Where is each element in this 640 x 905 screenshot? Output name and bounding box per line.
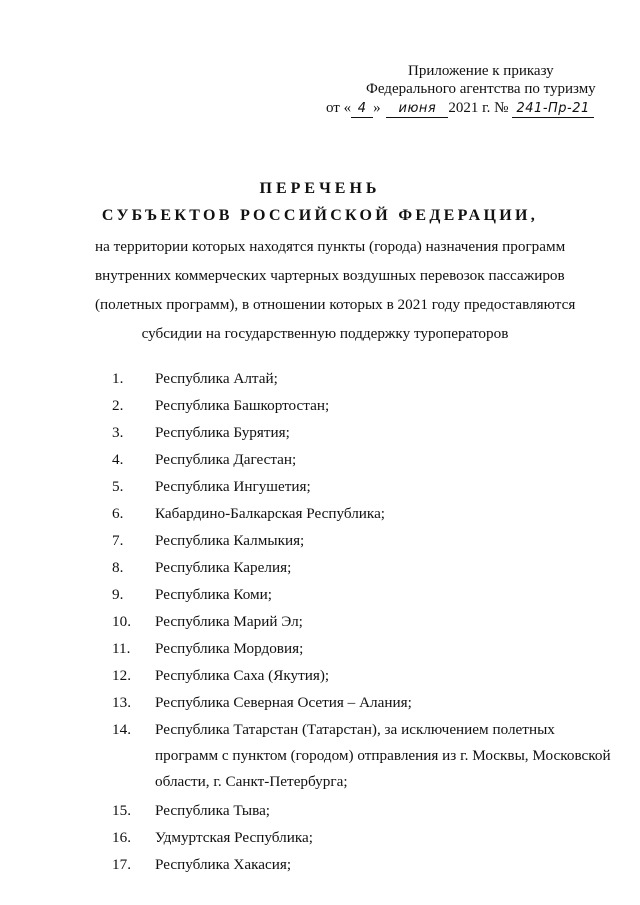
list-item-number: 10. (112, 613, 131, 630)
list-item-text: Удмуртская Республика; (155, 829, 313, 846)
appendix-line-1: Приложение к приказу (408, 63, 554, 79)
appendix-line-2: Федерального агентства по туризму (366, 81, 596, 97)
description-line: субсидии на государственную поддержку туроператоров (141, 325, 509, 342)
list-item-number: 5. (112, 478, 124, 495)
list-item-text: Республика Тыва; (155, 802, 271, 819)
list-item-number: 17. (112, 856, 131, 873)
appendix-date-line (326, 99, 594, 118)
list-item-text: Республика Бурятия; (155, 424, 290, 441)
list-item-text: Республика Хакасия; (155, 856, 292, 873)
list-item-number: 15. (112, 802, 131, 819)
list-item-text: Республика Марий Эл; (155, 613, 303, 630)
list-item-text: Республика Коми; (155, 586, 273, 603)
list-item-number: 12. (112, 667, 131, 684)
handwritten-order-number: 241-Пр-21 (512, 100, 594, 118)
document-title: ПЕРЕЧЕНЬ (259, 180, 381, 197)
list-item-number: 11. (112, 640, 131, 657)
description-line: внутренних коммерческих чартерных воздушных перевозок пассажиров (95, 267, 565, 284)
list-item-number: 1. (112, 370, 124, 387)
date-year: 2021 г. № (448, 100, 509, 116)
list-item-text: Республика Татарстан (Татарстан), за исключением полетных программ с пунктом (городом) отправления из г. Москвы, Московской области, г. Санкт-Петербурга; (155, 721, 611, 790)
list-item-text: Кабардино-Балкарская Республика; (155, 505, 386, 522)
list-item-number: 13. (112, 694, 131, 711)
document-subtitle: СУБЪЕКТОВ РОССИЙСКОЙ ФЕДЕРАЦИИ, (101, 207, 539, 224)
list-item-number: 6. (112, 505, 124, 522)
list-item-text: Республика Мордовия; (155, 640, 304, 657)
list-item-number: 9. (112, 586, 124, 603)
list-item-text: Республика Северная Осетия – Алания; (155, 694, 412, 711)
list-item-text: Республика Дагестан; (155, 451, 297, 468)
list-item-number: 7. (112, 532, 124, 549)
document-description (95, 232, 576, 348)
list-item-text: Республика Карелия; (155, 559, 292, 576)
description-line: (полетных программ), в отношении которых в 2021 году предоставляются (95, 296, 576, 313)
list-item-number: 14. (112, 721, 131, 738)
list-item-text: Республика Ингушетия; (155, 478, 311, 495)
list-item-text: Республика Саха (Якутия); (155, 667, 330, 684)
list-item-number: 16. (112, 829, 131, 846)
list-item-number: 2. (112, 397, 124, 414)
list-item-number: 8. (112, 559, 124, 576)
date-close-quote: » (373, 100, 381, 116)
list-item-text: Республика Калмыкия; (155, 532, 305, 549)
handwritten-day: 4 (351, 100, 373, 118)
list-item-number: 3. (112, 424, 124, 441)
list-item-number: 4. (112, 451, 124, 468)
list-item-text: Республика Башкортостан; (155, 397, 330, 414)
list-item-text: Республика Алтай; (155, 370, 278, 387)
date-prefix: от « (326, 100, 352, 116)
handwritten-month: июня (386, 100, 448, 118)
description-line: на территории которых находятся пункты (города) назначения программ (95, 238, 566, 255)
